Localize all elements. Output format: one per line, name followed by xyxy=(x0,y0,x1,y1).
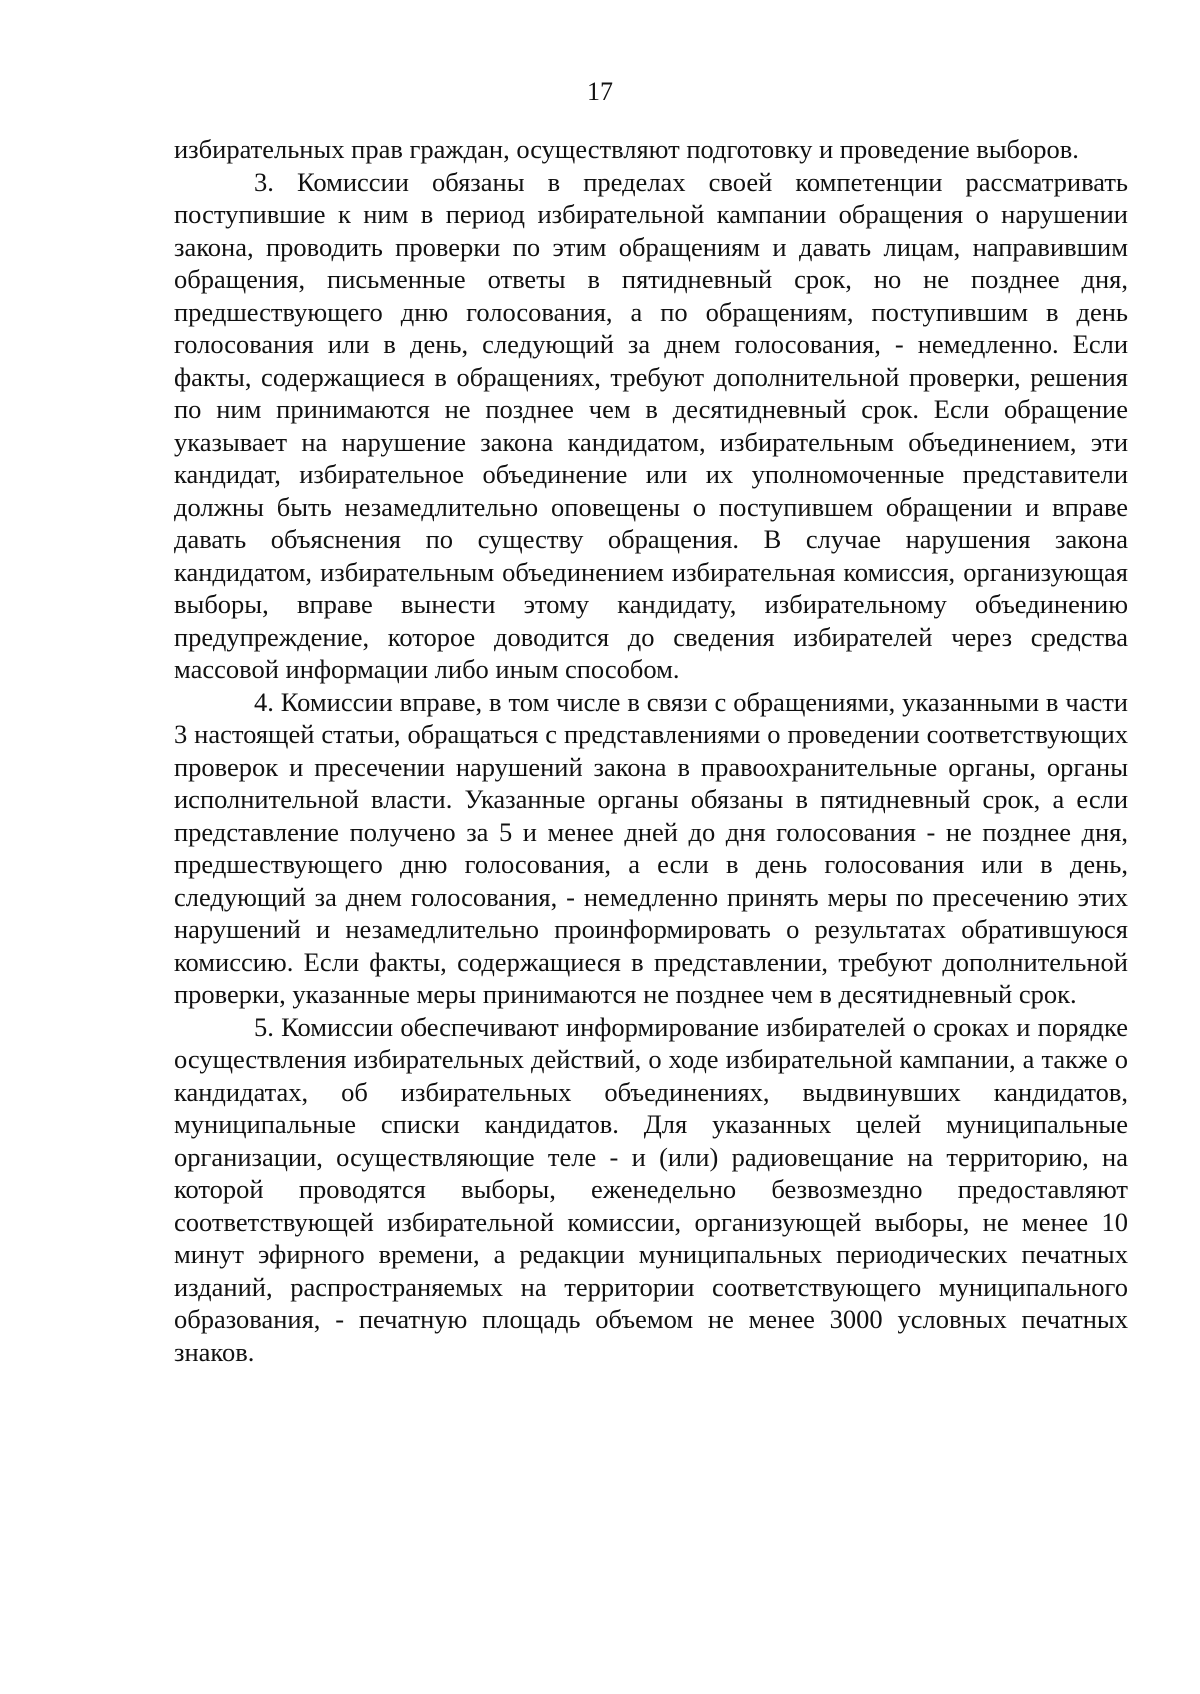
paragraph-3: 3. Комиссии обязаны в пределах своей компетенции рассматривать поступившие к ним в период избирательной кампании обращения о нарушении закона, проводить проверки по этим обращениям и давать лицам, направившим обращения, письменные ответы в пятидневный срок, но не позднее дня, предшествующего дню голосования, а по обращениям, поступившим в день голосования или в день, следующий за днем голосования, - немедленно. Если факты, содержащиеся в обращениях, требуют дополнительной проверки, решения по ним принимаются не позднее чем в десятидневный срок. Если обращение указывает на нарушение закона кандидатом, избирательным объединением, эти кандидат, избирательное объединение или их уполномоченные представители должны быть незамедлительно оповещены о поступившем обращении и вправе давать объяснения по существу обращения. В случае нарушения закона кандидатом, избирательным объединением избирательная комиссия, организующая выборы, вправе вынести этому кандидату, избирательному объединению предупреждение, которое доводится до сведения избирателей через средства массовой информации либо иным способом. xyxy=(174,166,1128,684)
paragraph-5: 5. Комиссии обеспечивают информирование избирателей о сроках и порядке осуществления избирательных действий, о ходе избирательной кампании, а также о кандидатах, об избирательных объединениях, выдвинувших кандидатов, муниципальные списки кандидатов. Для указанных целей муниципальные организации, осуществляющие теле - и (или) радиовещание на территорию, на которой проводятся выборы, еженедельно безвозмездно предоставляют соответствующей избирательной комиссии, организующей выборы, не менее 10 минут эфирного времени, а редакции муниципальных периодических печатных изданий, распространяемых на территории соответствующего муниципального образования, - печатную площадь объемом не менее 3000 условных печатных знаков. xyxy=(174,1011,1128,1367)
paragraph-4: 4. Комиссии вправе, в том числе в связи с обращениями, указанными в части 3 настоящей статьи, обращаться с представлениями о проведении соответствующих проверок и пресечении нарушений закона в правоохранительные органы, органы исполнительной власти. Указанные органы обязаны в пятидневный срок, а если представление получено за 5 и менее дней до дня голосования - не позднее дня, предшествующего дню голосования, а если в день голосования или в день, следующий за днем голосования, - немедленно принять меры по пресечению этих нарушений и незамедлительно проинформировать о результатах обратившуюся комиссию. Если факты, содержащиеся в представлении, требуют дополнительной проверки, указанные меры принимаются не позднее чем в десятидневный срок. xyxy=(174,686,1128,1009)
paragraph-continuation: избирательных прав граждан, осуществляют подготовку и проведение выборов. xyxy=(174,134,1079,164)
document-body xyxy=(174,133,1128,1368)
page-number: 17 xyxy=(587,77,613,106)
